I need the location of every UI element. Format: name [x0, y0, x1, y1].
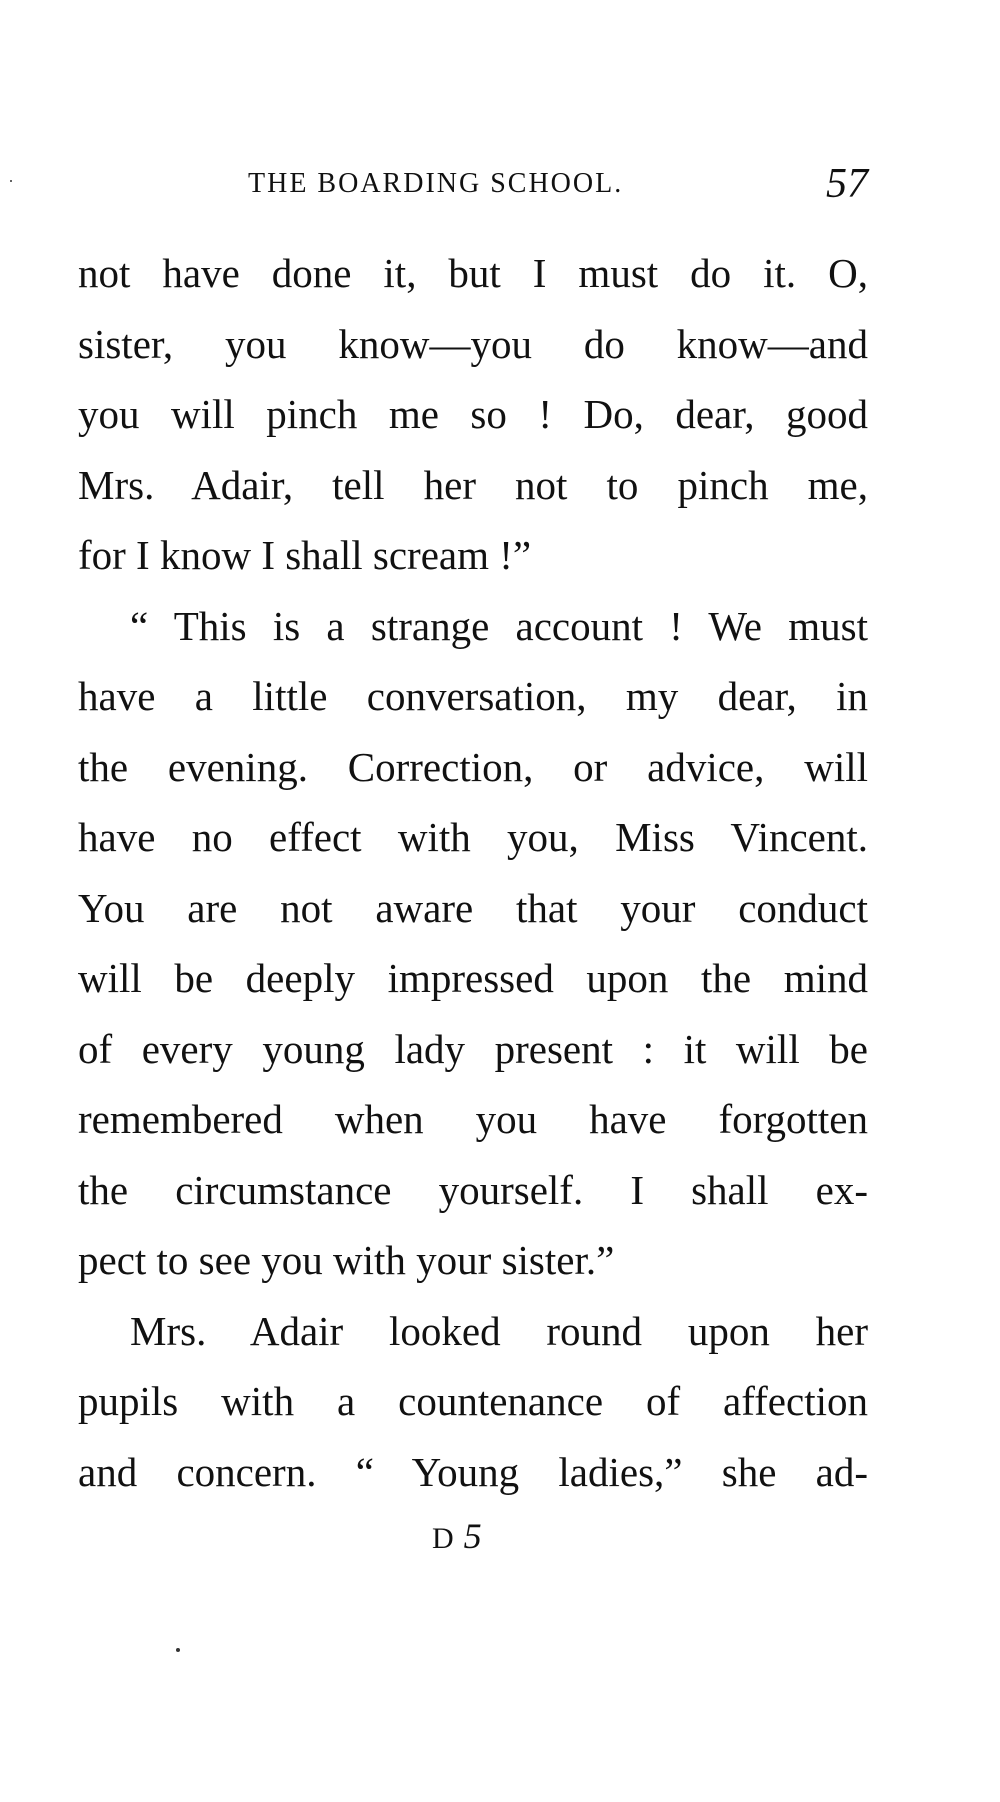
text-line: and concern. “ Young ladies,” she ad-	[78, 1448, 868, 1495]
signature-number: 5	[463, 1516, 492, 1556]
text-line: remembered when you have forgotten	[78, 1096, 868, 1142]
page-number: 57	[826, 161, 868, 207]
text-line: Mrs. Adair looked round upon her	[130, 1307, 868, 1354]
text-line: the circumstance yourself. I shall ex-	[78, 1166, 868, 1213]
text-line: you will pinch me so ! Do, dear, good	[78, 391, 868, 437]
text-line: will be deeply impressed upon the mind	[78, 955, 868, 1001]
ink-speck	[176, 1648, 180, 1652]
text-line: of every young lady present : it will be	[78, 1025, 868, 1072]
text-line: the evening. Correction, or advice, will	[78, 743, 868, 790]
text-line: for I know I shall scream !”	[78, 532, 532, 578]
text-line: pect to see you with your sister.”	[78, 1237, 615, 1283]
text-line: have a little conversation, my dear, in	[78, 673, 868, 719]
text-line: not have done it, but I must do it. O,	[78, 250, 868, 296]
signature-letter: D	[432, 1522, 464, 1555]
text-line: Mrs. Adair, tell her not to pinch me,	[78, 461, 868, 508]
ink-speck	[10, 180, 12, 182]
text-line: You are not aware that your conduct	[78, 884, 868, 931]
text-line: have no effect with you, Miss Vincent.	[78, 814, 868, 860]
running-title: THE BOARDING SCHOOL.	[248, 168, 624, 199]
body-text	[78, 238, 868, 1507]
signature-mark	[432, 1515, 492, 1557]
running-head	[78, 160, 868, 210]
text-line: pupils with a countenance of affection	[78, 1378, 868, 1424]
text-line: “ This is a strange account ! We must	[130, 602, 868, 649]
text-line: sister, you know—you do know—and	[78, 320, 868, 367]
